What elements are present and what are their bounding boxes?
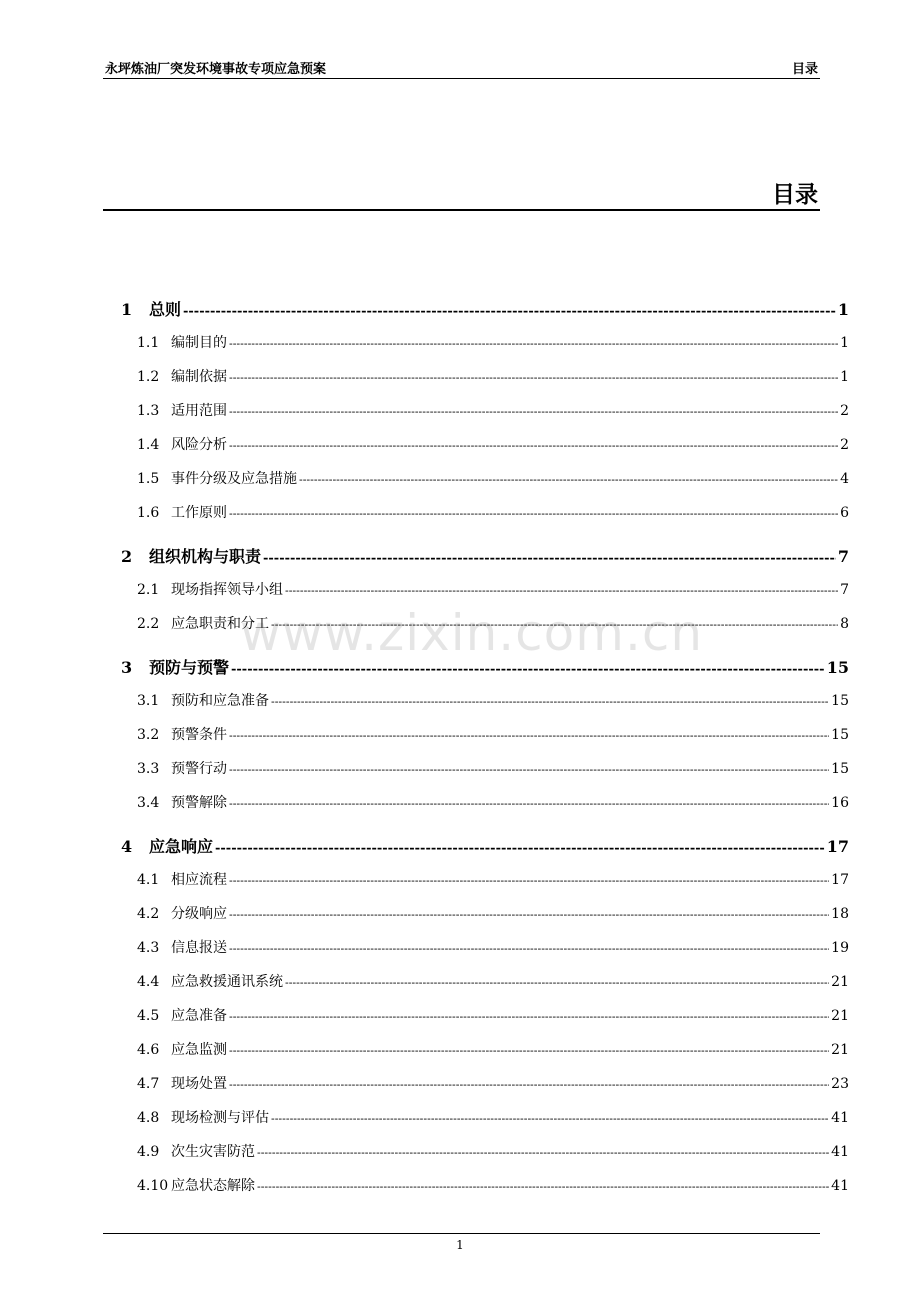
toc-number: 4.7 [137, 1076, 160, 1092]
toc-number: 1.6 [137, 505, 160, 521]
toc-number: 1 [121, 300, 133, 319]
toc-entry-3-2[interactable] [137, 724, 849, 744]
toc-page: 8 [840, 616, 849, 632]
header-section: 目录 [791, 62, 818, 77]
toc-leader [229, 797, 829, 810]
page-number: 1 [456, 1238, 464, 1252]
toc-entry-2[interactable] [121, 544, 849, 567]
toc-text: 现场检测与评估 [171, 1110, 269, 1126]
toc-entry-1-1[interactable] [137, 332, 849, 352]
toc-number: 2 [121, 547, 133, 566]
toc-number: 1.5 [137, 471, 160, 487]
toc-entry-3-3[interactable] [137, 758, 849, 778]
toc-number: 4.10 [137, 1178, 169, 1194]
toc-leader [257, 1146, 829, 1159]
toc-page: 17 [831, 872, 849, 888]
toc-number: 2.1 [137, 582, 160, 598]
toc-page: 21 [831, 1042, 849, 1058]
toc-number: 3.2 [137, 727, 160, 743]
toc-text: 适用范围 [171, 403, 227, 419]
toc-leader [229, 405, 838, 418]
toc-text: 应急状态解除 [171, 1178, 255, 1194]
toc-page: 21 [831, 974, 849, 990]
toc-entry-1-6[interactable] [137, 502, 849, 522]
toc-leader [229, 337, 838, 350]
toc-page: 1 [840, 369, 849, 385]
watermark: www.zixin.com.cn [240, 604, 704, 662]
toc-entry-2-1[interactable] [137, 579, 849, 599]
toc-leader [271, 695, 829, 708]
toc-entry-1[interactable] [121, 297, 849, 320]
toc-number: 4.1 [137, 872, 160, 888]
toc-entry-4-2[interactable] [137, 903, 849, 923]
toc-page: 7 [837, 547, 849, 566]
toc-entry-1-4[interactable] [137, 434, 849, 454]
toc-entry-4-7[interactable] [137, 1073, 849, 1093]
toc-number: 1.2 [137, 369, 160, 385]
toc-text: 预警条件 [171, 727, 227, 743]
toc-leader [285, 976, 829, 989]
toc-leader [229, 908, 829, 921]
toc-entry-2-2[interactable] [137, 613, 849, 633]
toc-text: 应急准备 [171, 1008, 227, 1024]
toc-number: 3.3 [137, 761, 160, 777]
toc-leader [299, 473, 838, 486]
toc-text: 预防和应急准备 [171, 693, 269, 709]
toc-page: 17 [826, 837, 849, 856]
toc-text: 组织机构与职责 [149, 547, 262, 566]
toc-page: 15 [831, 693, 849, 709]
toc-number: 4.3 [137, 940, 160, 956]
toc-leader [229, 874, 829, 887]
toc-number: 4.5 [137, 1008, 160, 1024]
toc-leader [271, 618, 838, 631]
toc-leader [229, 371, 838, 384]
toc-number: 4.9 [137, 1144, 160, 1160]
header-doc-title: 永坪炼油厂突发环境事故专项应急预案 [105, 62, 327, 77]
page-title: 目录 [772, 182, 818, 208]
toc-text: 现场处置 [171, 1076, 227, 1092]
toc-leader [229, 1078, 829, 1091]
toc-leader [229, 763, 829, 776]
toc-page: 2 [840, 403, 849, 419]
toc-text: 事件分级及应急措施 [171, 471, 297, 487]
toc-page: 21 [831, 1008, 849, 1024]
toc-page: 41 [831, 1178, 849, 1194]
toc-number: 4 [121, 837, 133, 856]
toc-text: 分级响应 [171, 906, 227, 922]
toc-number: 4.6 [137, 1042, 160, 1058]
toc-leader [229, 1044, 829, 1057]
toc-page: 7 [840, 582, 849, 598]
toc-entry-4-1[interactable] [137, 869, 849, 889]
toc-leader [183, 304, 836, 319]
toc-entry-4-5[interactable] [137, 1005, 849, 1025]
toc-page: 15 [831, 761, 849, 777]
toc-text: 信息报送 [171, 940, 227, 956]
toc-text: 应急救援通讯系统 [171, 974, 283, 990]
toc-number: 4.2 [137, 906, 160, 922]
toc-text: 预防与预警 [149, 658, 230, 677]
toc-page: 2 [840, 437, 849, 453]
toc-leader [231, 662, 825, 677]
toc-number: 2.2 [137, 616, 160, 632]
toc-number: 4.8 [137, 1110, 160, 1126]
toc-page: 15 [826, 658, 849, 677]
toc-leader [229, 507, 838, 520]
toc-number: 1.4 [137, 437, 160, 453]
toc-text: 相应流程 [171, 872, 227, 888]
toc-entry-1-3[interactable] [137, 400, 849, 420]
toc-number: 3.1 [137, 693, 160, 709]
toc-text: 应急监测 [171, 1042, 227, 1058]
toc-text: 编制依据 [171, 369, 227, 385]
toc-number: 3 [121, 658, 133, 677]
toc-leader [229, 942, 829, 955]
toc-entry-4-4[interactable] [137, 971, 849, 991]
toc-entry-1-2[interactable] [137, 366, 849, 386]
toc-text: 风险分析 [171, 437, 227, 453]
toc-page: 23 [831, 1076, 849, 1092]
toc-page: 6 [840, 505, 849, 521]
toc-number: 1.1 [137, 335, 160, 351]
toc-page: 1 [840, 335, 849, 351]
toc-number: 1.3 [137, 403, 160, 419]
toc-entry-4-3[interactable] [137, 937, 849, 957]
toc-text: 预警解除 [171, 795, 227, 811]
toc-entry-3-4[interactable] [137, 792, 849, 812]
toc-entry-4-10[interactable] [137, 1175, 849, 1195]
footer-divider [103, 1233, 820, 1234]
toc-number: 4.4 [137, 974, 160, 990]
toc-leader [285, 584, 838, 597]
toc-page: 15 [831, 727, 849, 743]
toc-text: 总则 [149, 300, 182, 319]
toc-page: 41 [831, 1110, 849, 1126]
toc-entry-1-5[interactable] [137, 468, 849, 488]
toc-page: 16 [831, 795, 849, 811]
toc-entry-4-9[interactable] [137, 1141, 849, 1161]
toc-text: 预警行动 [171, 761, 227, 777]
toc-text: 应急响应 [149, 837, 214, 856]
toc-entry-3[interactable] [121, 655, 849, 678]
toc-text: 次生灾害防范 [171, 1144, 255, 1160]
toc-leader [271, 1112, 829, 1125]
toc-page: 4 [840, 471, 849, 487]
toc-number: 3.4 [137, 795, 160, 811]
toc-page: 18 [831, 906, 849, 922]
toc-entry-4[interactable] [121, 834, 849, 857]
toc-entry-3-1[interactable] [137, 690, 849, 710]
toc-leader [215, 841, 825, 856]
toc-page: 1 [837, 300, 849, 319]
toc-leader [229, 1010, 829, 1023]
toc-page: 41 [831, 1144, 849, 1160]
toc-leader [229, 729, 829, 742]
toc-leader [229, 439, 838, 452]
toc-text: 编制目的 [171, 335, 227, 351]
toc-text: 应急职责和分工 [171, 616, 269, 632]
toc-text: 工作原则 [171, 505, 227, 521]
toc-entry-4-6[interactable] [137, 1039, 849, 1059]
toc-text: 现场指挥领导小组 [171, 582, 283, 598]
toc-leader [263, 551, 836, 566]
toc-leader [257, 1180, 829, 1193]
toc-page: 19 [831, 940, 849, 956]
toc-entry-4-8[interactable] [137, 1107, 849, 1127]
